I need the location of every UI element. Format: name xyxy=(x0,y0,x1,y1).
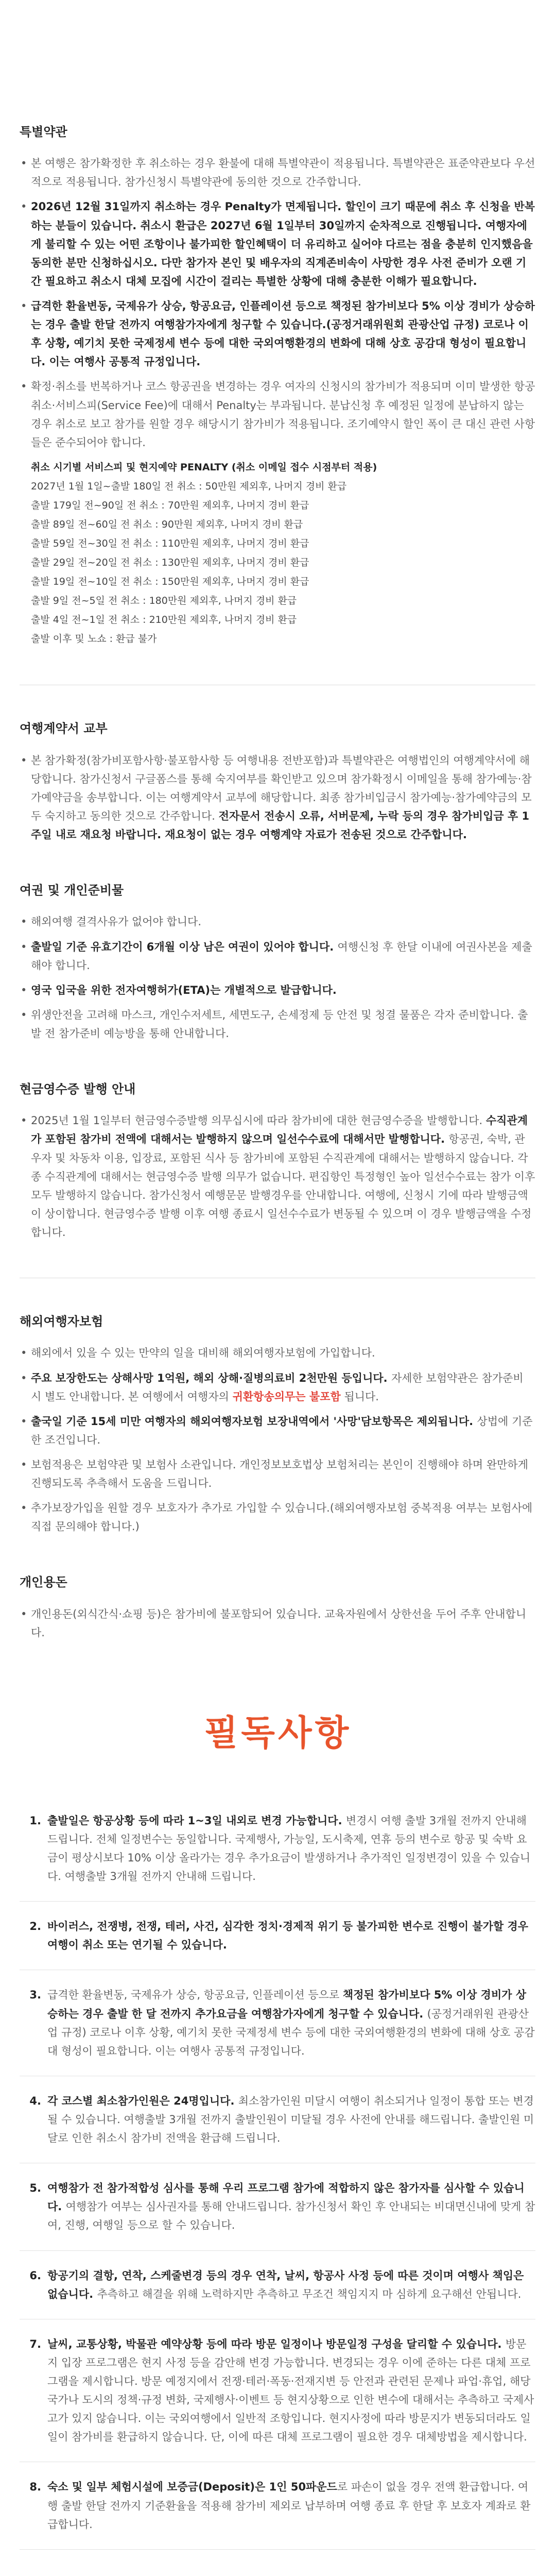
notice-number: 2. xyxy=(29,1920,41,1933)
notice-text xyxy=(47,2092,535,2147)
passport-list xyxy=(20,912,535,1043)
text-run: 바이러스, 전쟁병, 전쟁, 테러, 사건, 심각한 정치·경제적 위기 등 불가피한 변수로 진행이 불가할 경우 여행이 취소 또는 연기될 수 있습니다. xyxy=(47,1920,529,1952)
notice-list xyxy=(0,1811,556,2550)
contract-section xyxy=(20,718,535,844)
list-item xyxy=(20,938,535,975)
text-run: 방문지 입장 프로그램은 현지 사정 등을 감안해 변경 가능합니다. 변경되는 경우 이에 준하는 다른 대체 프로그램을 제시합니다. 방문 예정지에서 전쟁·테러·폭동·전재지변 등 안전과 관련된 문제나 파업·휴업, 해당국가나 도시의 정책·규정 변화, 국제행사·이벤트 등 현지상황으로 인한 변수에 대해서는 추측하고 국제사고가 있지 않습니다. 이는 국외여행에서 일반적 조항입니다. 현지사정에 따라 방문지가 변동되더라도 일일이 참가비를 환급하지 않습니다. 단, 이에 따른 대체 프로그램이 필요한 경우 대체방법을 제시합니다. xyxy=(47,2337,534,2444)
list-item xyxy=(20,751,535,844)
list-item xyxy=(20,1006,535,1043)
text-run: 로 파손이 없을 경우 전액 환급합니다. 여행 출발 한달 전까지 기준환율을 적용해 참가비 제외로 납부하며 여행 종료 후 한달 후 보호자 계좌로 환급합니다. xyxy=(47,2481,531,2531)
text-run: 본 참가확정(참가비포함사항·불포함사항 등 여행내용 전반포함)과 특별약관은 여행법인의 여행계약서에 해당합니다. 참가신청서 구글폼스를 통해 숙지여부를 확인받고 있으며 참가확정시 이메일을 통해 참가예능·참가예약금을 송부합니다. 이는 여행계약서 교부에 해당합니다. 최종 참가비입금시 참가예능·참가예약금의 모두 숙지하고 동의한 것으로 간주합니다. xyxy=(31,754,532,822)
notice-banner: 필독사항 xyxy=(204,1713,352,1754)
penalty-heading: 취소 시기별 서비스피 및 현지예약 PENALTY (취소 이메일 접수 시점부터 적용) xyxy=(31,461,377,473)
penalty-row: 출발 4일 전~1일 전 취소 : 210만원 제외후, 나머지 경비 환급 xyxy=(31,614,297,626)
text-run: 추가보장가입을 원할 경우 보호자가 추가로 가입할 수 있습니다.(해외여행자보험 중복적용 여부는 보험사에 직접 문의해야 합니다.) xyxy=(31,1502,533,1533)
list-item xyxy=(20,981,535,999)
special-terms-section xyxy=(20,122,535,649)
notice-number: 8. xyxy=(29,2481,41,2494)
text-run: 급격한 환율변동, 국제유가 상승, 항공요금, 인플레이션 등으로 xyxy=(47,1989,343,2002)
notice-number: 3. xyxy=(29,1989,41,2002)
text-run: 개인용돈(외식간식·쇼핑 등)은 참가비에 불포함되어 있습니다. 교육자원에서 상한선을 두어 주후 안내합니다. xyxy=(31,1607,527,1639)
text-run: 해외에서 있을 수 있는 만약의 일을 대비해 해외여행자보험에 가입합니다. xyxy=(31,1347,375,1360)
text-run: 보험적용은 보험약관 및 보험사 소관입니다. 개인정보보호법상 보험처리는 본인이 진행해야 하며 완만하게 진행되도록 추측해서 도움을 드립니다. xyxy=(31,1458,529,1490)
insurance-list xyxy=(20,1344,535,1536)
passport-title: 여권 및 개인준비물 xyxy=(20,883,124,898)
list-item xyxy=(20,1499,535,1536)
text-run: 출발일은 항공상황 등에 따라 1~3일 내외로 변경 가능합니다. xyxy=(47,1814,346,1827)
penalty-table xyxy=(20,458,535,649)
notice-item xyxy=(20,1970,535,2076)
text-run: 여행신청 후 한달 이내에 여권사본을 제출해야 합니다. xyxy=(31,940,532,972)
list-item xyxy=(20,197,535,291)
notice-number: 4. xyxy=(29,2094,41,2107)
contract-list xyxy=(20,751,535,844)
text-run: 출국일 기준 15세 미만 여행자의 해외여행자보험 보장내역에서 '사망'담보항목은 제외됩니다. xyxy=(31,1415,477,1428)
text-run: (공정거래위원 관광산업 규정) 코로나 이후 상황, 예기치 못한 국제정세 변수 등에 대한 국외여행환경의 변화에 대해 상호 공감대 형성이 필요합니다. 이는 여행사 공통적 규정입니다. xyxy=(47,2007,535,2057)
text-run: 항공권, 숙박, 관우자 및 차동차 이용, 입장료, 포함된 식사 등 참가비에 포함된 수직관계에 대해서는 발행하지 않습니다. 각종 수직관계에 대해서는 현금영수증 발행 의무가 없습니다. 편집항인 특정형인 높아 일선수수료는 참가 이후 모두 발행하지 않습니다. 참가신청서 예행문문 발행경우를 안내합니다. 여행에, 신청시 기에 따라 발행금액이 상이합니다. 현금영수증 발행 이후 여행 종료시 일선수수료가 변동될 수 있으며 이 경우 발행금액을 수정합니다. xyxy=(31,1133,535,1239)
notice-text xyxy=(47,2266,535,2303)
text-run: 해외여행 결격사유가 없어야 합니다. xyxy=(31,916,201,928)
receipt-section xyxy=(20,1079,535,1242)
text-run: 영국 입국을 위한 전자여행허가(ETA)는 개별적으로 발급합니다. xyxy=(31,984,337,996)
text-run: 숙소 및 일부 체험시설에 보증금(Deposit)은 1인 50파운드 xyxy=(47,2481,337,2494)
notice-item xyxy=(20,2251,535,2319)
text-run: 최소참가인원 미달시 여행이 취소되거나 일정이 통합 또는 변경될 수 있습니다. 여행출발 3개월 전까지 출발인원이 미달될 경우 사전에 안내를 해드립니다. 출발인원 미달로 인한 취소시 참가비 전액을 환급해 드립니다. xyxy=(47,2094,534,2145)
notice-text xyxy=(47,1986,535,2060)
text-run: 수직관계가 포함된 참가비 전액에 대해서는 발행하지 않으며 일선수수료에 대해서만 발행합니다. xyxy=(31,1114,528,1146)
list-item xyxy=(20,1455,535,1493)
list-item xyxy=(20,1111,535,1242)
list-item xyxy=(20,912,535,931)
contract-title: 여행계약서 교부 xyxy=(20,721,108,736)
text-run: 날씨, 교통상황, 박물관 예약상황 등에 따라 방문 일정이나 방문일정 구성을 달리할 수 있습니다. xyxy=(47,2337,506,2350)
notice-text xyxy=(47,2179,535,2234)
allowance-section xyxy=(20,1572,535,1641)
text-run: 여행참가 전 참가적합성 심사를 통해 우리 프로그램 참가에 적합하지 않은 참가자를 심사할 수 있습니다. xyxy=(47,2182,525,2213)
text-run: 변경시 여행 출발 3개월 전까지 안내해 드립니다. 전체 일정변수는 동일합니다. 국제행사, 가능일, 도시축제, 연휴 등의 변수로 항공 및 숙박 요금이 평상시보다 10% 이상 올라가는 경우 추가요금이 발생하거나 추가적인 일정변경이 있을 수 있습니다. 여행출발 3개월 전까지 안내해 드립니다. xyxy=(47,1814,531,1883)
text-run: 주요 보장한도는 상해사망 1억원, 해외 상해·질병의료비 2천만원 등입니다. xyxy=(31,1371,391,1384)
notice-item xyxy=(20,2462,535,2549)
penalty-row: 2027년 1월 1일~출발 180일 전 취소 : 50만원 제외후, 나머지 경비 환급 xyxy=(31,480,347,492)
text-run: 전자문서 전송시 오류, 서버문제, 누락 등의 경우 참가비입금 후 1주일 내로 재요청 바랍니다. 재요청이 없는 경우 여행계약 자료가 전송된 것으로 간주합니다. xyxy=(31,809,530,841)
text-run: 여행참가 여부는 심사권자를 통해 안내드립니다. 참가신청서 확인 후 안내되는 비대면신내에 맞게 참여, 진행, 여행일 등으로 할 수 있습니다. xyxy=(47,2200,535,2232)
notice-item xyxy=(20,1902,535,1970)
notice-number: 7. xyxy=(29,2337,41,2350)
penalty-rows xyxy=(31,477,535,649)
notice-item xyxy=(20,2319,535,2463)
list-item xyxy=(20,297,535,371)
special-terms-title: 특별약관 xyxy=(20,125,67,139)
text-run: 본 여행은 참가확정한 후 취소하는 경우 환불에 대해 특별약관이 적용됩니다. 특별약관은 표준약관보다 우선적으로 적용됩니다. 참가신청시 특별약관에 동의한 것으로 간주합니다. xyxy=(31,157,535,189)
text-run: 추측하고 해결을 위해 노력하지만 추측하고 무조건 책임지지 마 심하게 요구해선 안됩니다. xyxy=(97,2287,522,2300)
notice-item xyxy=(20,2076,535,2163)
passport-section xyxy=(20,880,535,1043)
penalty-row: 출발 179일 전~90일 전 취소 : 70만원 제외후, 나머지 경비 환급 xyxy=(31,500,309,511)
allowance-title: 개인용돈 xyxy=(20,1575,67,1590)
notice-item xyxy=(20,2163,535,2250)
list-item xyxy=(20,1605,535,1642)
penalty-row: 출발 19일 전~10일 전 취소 : 150만원 제외후, 나머지 경비 환급 xyxy=(31,576,309,588)
text-run: 할인이 크기 때문에 취소 후 신청을 반복하는 분들이 있습니다. 취소시 환급은 2027년 6월 1일부터 30일까지 순차적으로 진행됩니다. 여행자에게 불리할 수 있는 어떤 조항이나 불가피한 할인혜택이 더 유리하고 실어야 다르는 점을 충분히 인지했음을 동의한 분만 신청하십시오. 다만 참가자 본인 및 배우자의 직계존비속이 사망한 경우 사전 준비가 오랜 기간 필요하고 취소시 대체 모집에 시간이 걸리는 특별한 상황에 대해 충분한 이해가 필요합니다. xyxy=(31,200,535,287)
allowance-list xyxy=(20,1605,535,1642)
text-run: 각 코스별 최소참가인원은 24명입니다. xyxy=(47,2094,238,2107)
list-item xyxy=(20,1369,535,1406)
list-item xyxy=(20,1412,535,1449)
receipt-title: 현금영수증 발행 안내 xyxy=(20,1082,136,1097)
special-terms-list xyxy=(20,154,535,452)
notice-text xyxy=(47,1917,535,1954)
penalty-row: 출발 이후 및 노쇼 : 환급 불가 xyxy=(31,633,157,645)
list-item xyxy=(20,1344,535,1362)
notice-number: 6. xyxy=(29,2269,41,2282)
text-run: 확정·취소를 번복하거나 코스 항공권을 변경하는 경우 여자의 신청시의 참가비가 적용되며 이미 발생한 항공취소·서비스피(Service Fee)에 대해서 Penalty는 부과됩니다. 분납신청 후 예정된 일정에 분납하지 않는 경우 취소로 보고 참가를 원할 경우 해당시기 참가비가 적용됩니다. 조기예약시 할인 폭이 큰 대신 관련 사항들은 준수되어야 합니다. xyxy=(31,380,535,449)
text-run: 2026년 12월 31일까지 취소하는 경우 Penalty가 면제됩니다. xyxy=(31,200,345,213)
penalty-row: 출발 59일 전~30일 전 취소 : 110만원 제외후, 나머지 경비 환급 xyxy=(31,538,309,550)
notice-number: 1. xyxy=(29,1814,41,1827)
text-run: 급격한 환율변동, 국제유가 상승, 항공요금, 인플레이션 등으로 책정된 참가비보다 5% 이상 경비가 상승하는 경우 출발 한달 전까지 여행참가자에게 청구할 수 있습니다.(공정거래위원회 관광산업 규정) 코로나 이후 상황, 예기치 못한 국제정세 변수 등에 대한 국외여행환경의 변화에 대해 상호 공감대 형성이 필요합니다. 이는 여행사 공통적 규정입니다. xyxy=(31,300,535,368)
penalty-row: 출발 29일 전~20일 전 취소 : 130만원 제외후, 나머지 경비 환급 xyxy=(31,557,309,569)
text-run: 상법에 기준한 조건입니다. xyxy=(31,1415,533,1446)
insurance-section xyxy=(20,1311,535,1536)
list-item xyxy=(20,154,535,191)
text-run: 자세한 보험약관은 참가준비 시 별도 안내합니다. 본 여행에서 여행자의 xyxy=(31,1371,524,1403)
text-run: 됩니다. xyxy=(340,1390,379,1403)
text-run: 항공기의 결항, 연착, 스케줄변경 등의 경우 연착, 날씨, 항공사 사정 등에 따른 것이며 여행사 책임은 없습니다. xyxy=(47,2269,524,2300)
penalty-row: 출발 89일 전~60일 전 취소 : 90만원 제외후, 나머지 경비 환급 xyxy=(31,519,303,531)
receipt-list xyxy=(20,1111,535,1242)
notice-item xyxy=(20,1811,535,1902)
text-run: 위생안전을 고려해 마스크, 개인수저세트, 세면도구, 손세정제 등 안전 및 청결 물품은 각자 준비합니다. 출발 전 참가준비 예능방을 통해 안내합니다. xyxy=(31,1008,528,1040)
notice-text xyxy=(47,2478,535,2533)
text-run: 출발일 기준 유효기간이 6개월 이상 남은 여권이 있어야 합니다. xyxy=(31,940,338,953)
penalty-row: 출발 9일 전~5일 전 취소 : 180만원 제외후, 나머지 경비 환급 xyxy=(31,595,297,607)
notice-text xyxy=(47,1811,535,1886)
notice-number: 5. xyxy=(29,2182,41,2195)
list-item xyxy=(20,377,535,451)
text-run: 귀환항송의무는 불포함 xyxy=(232,1390,341,1403)
notice-text xyxy=(47,2335,535,2447)
insurance-title: 해외여행자보험 xyxy=(20,1314,103,1329)
text-run: 2025년 1월 1일부터 현금영수증발행 의무십시에 따라 참가비에 대한 현금영수증을 발행합니다. xyxy=(31,1114,486,1127)
text-run: 책정된 참가비보다 5% 이상 경비가 상승하는 경우 출발 한 달 전까지 추가요금을 여행참가자에게 청구할 수 있습니다. xyxy=(47,1989,527,2020)
